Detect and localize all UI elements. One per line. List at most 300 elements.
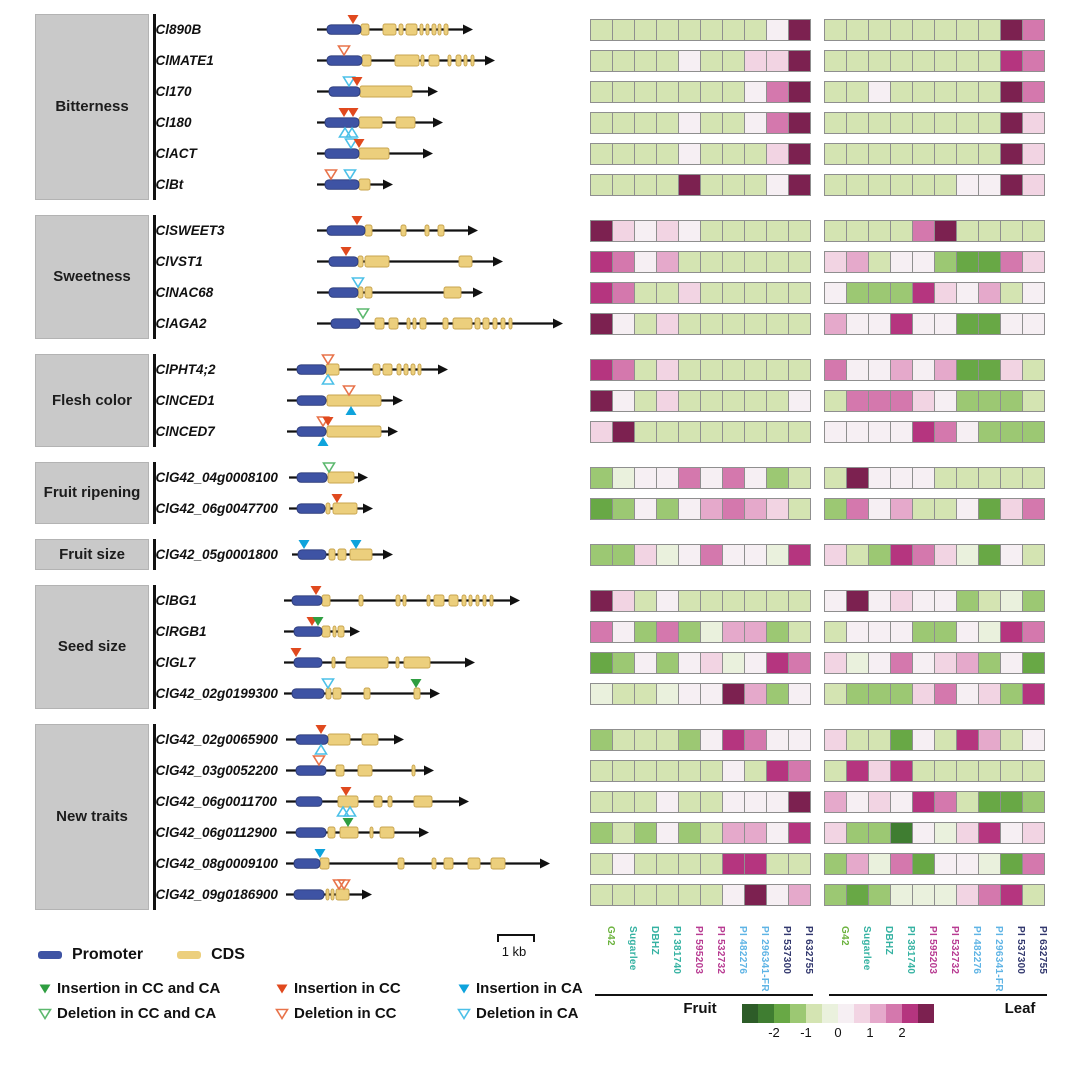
heatmap-cell: [678, 729, 701, 751]
heatmap-cell: [634, 621, 657, 643]
deletion-cc-marker-icon: [325, 170, 336, 179]
fruit-heatmap-row: [590, 652, 811, 674]
insertion-cc-marker-icon: [315, 725, 326, 734]
gene-structure: [268, 385, 590, 416]
gene-name-label: Cl170: [155, 84, 192, 99]
heatmap-cell: [1000, 282, 1023, 304]
gene-structure-diagram: [268, 416, 590, 447]
heatmap-cell: [700, 791, 723, 813]
heatmap-cell: [846, 590, 869, 612]
gene-name-label: ClG42_06g0112900: [155, 825, 277, 840]
heatmap-cell: [590, 220, 613, 242]
heatmap-cell: [722, 498, 745, 520]
gene-name-label: Cl890B: [155, 22, 202, 37]
heatmap-cell: [956, 390, 979, 412]
heatmap-cell: [656, 853, 679, 875]
heatmap-cell: [700, 50, 723, 72]
heatmap-cell: [744, 143, 767, 165]
heatmap-cell: [722, 853, 745, 875]
leaf-heatmap-row: [824, 853, 1045, 875]
heatmap-cell: [612, 282, 635, 304]
heatmap-cell: [590, 50, 613, 72]
heatmap-cell: [890, 498, 913, 520]
gene-name-label: ClMATE1: [155, 53, 214, 68]
heatmap-cell: [744, 729, 767, 751]
gene-rows: [156, 585, 1045, 709]
heatmap-cell: [978, 652, 1001, 674]
accession-label: PI 381740: [671, 926, 682, 975]
gene-structure-diagram: [268, 45, 590, 76]
heatmap-cell: [722, 590, 745, 612]
heatmap-cell: [744, 313, 767, 335]
heatmap-cell: [700, 884, 723, 906]
heatmap-cell: [590, 498, 613, 520]
gene-structure: [268, 755, 590, 786]
heatmap-cell: [766, 359, 789, 381]
heatmap-cell: [678, 251, 701, 273]
gene-row: [156, 107, 1045, 138]
heatmap-cell: [678, 498, 701, 520]
deletion-ca-marker-icon: [315, 745, 326, 754]
heatmap-cell: [868, 621, 891, 643]
leaf-heatmap-row: [824, 143, 1045, 165]
deletion-cc-legend-item: [275, 1005, 457, 1022]
heatmap-cell: [868, 467, 891, 489]
gene-structure-diagram: [268, 215, 590, 246]
heatmap-cell: [868, 652, 891, 674]
heatmap-cell: [612, 853, 635, 875]
heatmap-cell: [934, 359, 957, 381]
colorbar-segment: [838, 1004, 854, 1023]
accession-label: PI 595203: [693, 926, 704, 975]
heatmap-cell: [868, 544, 891, 566]
heatmap-cell: [766, 621, 789, 643]
heatmap-cell: [612, 467, 635, 489]
heatmap-cell: [890, 19, 913, 41]
gene-name-label: ClG42_02g0065900: [155, 732, 278, 747]
gene-row: [156, 724, 1045, 755]
heatmap-cell: [890, 467, 913, 489]
fruit-heatmap-row: [590, 359, 811, 381]
insertion-cc-ca-marker-icon: [410, 679, 421, 688]
heatmap-cell: [788, 590, 811, 612]
heatmap-cell: [978, 174, 1001, 196]
heatmap-cell: [1022, 652, 1045, 674]
heatmap-cell: [868, 174, 891, 196]
heatmap-cell: [612, 683, 635, 705]
heatmap-cell: [590, 729, 613, 751]
heatmap-cell: [700, 760, 723, 782]
heatmap-cell: [634, 19, 657, 41]
heatmap-cell: [912, 884, 935, 906]
gene-structure: [268, 277, 590, 308]
insertion-cc-marker-icon: [351, 77, 362, 86]
trait-category-box: [35, 462, 149, 524]
heatmap-cell: [766, 498, 789, 520]
gene-row: [156, 246, 1045, 277]
heatmap-cell: [744, 498, 767, 520]
gene-structure-diagram: [268, 14, 590, 45]
heatmap-cell: [934, 174, 957, 196]
heatmap-cell: [590, 112, 613, 134]
heatmap-cell: [634, 884, 657, 906]
heatmap-cell: [846, 853, 869, 875]
insertion-cc-marker-icon: [290, 648, 301, 657]
heatmap-cell: [890, 590, 913, 612]
heatmap-cell: [1022, 421, 1045, 443]
heatmap-cell: [912, 421, 935, 443]
heatmap-cell: [722, 359, 745, 381]
heatmap-cell: [634, 544, 657, 566]
fruit-heatmap-row: [590, 143, 811, 165]
heatmap-cell: [1000, 729, 1023, 751]
heatmap-cell: [700, 467, 723, 489]
heatmap-cell: [634, 853, 657, 875]
marker-legend-row: [38, 1001, 632, 1026]
heatmap-cell: [978, 791, 1001, 813]
heatmap-cell: [656, 729, 679, 751]
fruit-heatmap-row: [590, 81, 811, 103]
heatmap-cell: [846, 621, 869, 643]
gene-structure-diagram: [268, 817, 590, 848]
heatmap-cell: [612, 621, 635, 643]
heatmap-cell: [1000, 220, 1023, 242]
heatmap-cell: [824, 498, 847, 520]
colorbar-segment: [742, 1004, 758, 1023]
heatmap-cell: [634, 791, 657, 813]
gene-row: [156, 416, 1045, 447]
gene-row: [156, 14, 1045, 45]
gene-structure: [268, 45, 590, 76]
leaf-heatmap-row: [824, 822, 1045, 844]
heatmap-cell: [1000, 884, 1023, 906]
heatmap-cell: [824, 282, 847, 304]
heatmap-cell: [934, 313, 957, 335]
insertion-cc-marker-icon: [353, 139, 364, 148]
heatmap-cell: [744, 683, 767, 705]
heatmap-cell: [846, 50, 869, 72]
heatmap-cell: [846, 174, 869, 196]
heatmap-cell: [766, 729, 789, 751]
heatmap-cell: [744, 884, 767, 906]
gene-row: [156, 616, 1045, 647]
gene-structure-diagram: [268, 493, 590, 524]
heatmap-cell: [678, 19, 701, 41]
heatmap-cell: [788, 81, 811, 103]
heatmap-cell: [590, 19, 613, 41]
heatmap-cell: [788, 791, 811, 813]
heatmap-cell: [956, 19, 979, 41]
heatmap-cell: [722, 884, 745, 906]
heatmap-cell: [868, 143, 891, 165]
fruit-heatmap-row: [590, 760, 811, 782]
heatmap-cell: [956, 853, 979, 875]
heatmap-cell: [1022, 143, 1045, 165]
heatmap-cell: [934, 884, 957, 906]
gene-structure-diagram: [268, 246, 590, 277]
gene-structure: [268, 616, 590, 647]
gene-row: [156, 354, 1045, 385]
deletion-cc-icon: [275, 1008, 289, 1020]
heatmap-cell: [700, 359, 723, 381]
gene-name-label: ClG42_06g0011700: [155, 794, 277, 809]
gene-name-label: ClNCED7: [155, 424, 215, 439]
gene-structure: [268, 879, 590, 910]
heatmap-cell: [846, 729, 869, 751]
heatmap-cell: [722, 50, 745, 72]
heatmap-cell: [766, 467, 789, 489]
heatmap-cell: [722, 174, 745, 196]
leaf-heatmap-row: [824, 729, 1045, 751]
heatmap-cell: [678, 313, 701, 335]
heatmap-cell: [634, 282, 657, 304]
heatmap-cell: [824, 544, 847, 566]
gene-name-label: ClG42_05g0001800: [155, 547, 278, 562]
trait-category-box: [35, 724, 149, 910]
colorbar-segment: [870, 1004, 886, 1023]
heatmap-cell: [1000, 19, 1023, 41]
colorbar-segment: [790, 1004, 806, 1023]
heatmap-cell: [868, 683, 891, 705]
insertion-ca-legend-item: [457, 980, 632, 997]
heatmap-cell: [890, 390, 913, 412]
heatmap-cell: [700, 683, 723, 705]
heatmap-cell: [612, 81, 635, 103]
heatmap-cell: [590, 282, 613, 304]
heatmap-cell: [1000, 467, 1023, 489]
leaf-heatmap-row: [824, 220, 1045, 242]
heatmap-cell: [612, 822, 635, 844]
heatmap-cell: [912, 174, 935, 196]
heatmap-cell: [788, 884, 811, 906]
gene-structure-diagram: [268, 678, 590, 709]
heatmap-cell: [934, 50, 957, 72]
heatmap-cell: [956, 590, 979, 612]
trait-section: [35, 585, 1045, 709]
colorbar-segment: [854, 1004, 870, 1023]
gene-row: [156, 493, 1045, 524]
accession-label: PI 537300: [781, 926, 792, 975]
heatmap-cell: [824, 19, 847, 41]
heatmap-cell: [656, 822, 679, 844]
heatmap-cell: [634, 498, 657, 520]
heatmap-cell: [788, 112, 811, 134]
heatmap-cell: [722, 652, 745, 674]
heatmap-cell: [912, 359, 935, 381]
heatmap-cell: [956, 621, 979, 643]
leaf-heatmap-row: [824, 544, 1045, 566]
trait-section: [35, 724, 1045, 910]
gene-structure-diagram: [268, 354, 590, 385]
fruit-panel-label: Fruit: [683, 1000, 717, 1017]
insertion-cc-ca-legend-item: [38, 980, 275, 997]
heatmap-cell: [656, 498, 679, 520]
gene-structure-diagram: [268, 539, 590, 570]
heatmap-cell: [912, 621, 935, 643]
heatmap-cell: [846, 467, 869, 489]
heatmap-cell: [934, 421, 957, 443]
heatmap-cell: [722, 251, 745, 273]
heatmap-cell: [788, 359, 811, 381]
heatmap-cell: [678, 760, 701, 782]
gene-name-label: ClPHT4;2: [155, 362, 216, 377]
heatmap-cell: [1000, 313, 1023, 335]
structure-legend-row: [38, 942, 632, 968]
heatmap-cell: [678, 174, 701, 196]
trait-label: Bitterness: [55, 98, 129, 115]
heatmap-cell: [890, 621, 913, 643]
heatmap-cell: [912, 143, 935, 165]
heatmap-cell: [700, 174, 723, 196]
heatmap-cell: [978, 50, 1001, 72]
colorbar-tick: 2: [898, 1025, 906, 1040]
heatmap-cell: [846, 760, 869, 782]
colorbar-tick: 0: [834, 1025, 842, 1040]
heatmap-cell: [1000, 621, 1023, 643]
heatmap-cell: [956, 467, 979, 489]
gene-structure: [268, 107, 590, 138]
gene-structure-diagram: [268, 107, 590, 138]
heatmap-cell: [634, 729, 657, 751]
fruit-heatmap-row: [590, 791, 811, 813]
gene-name-label: ClAGA2: [155, 316, 207, 331]
heatmap-cell: [612, 112, 635, 134]
insertion-cc-marker-icon: [340, 247, 351, 256]
heatmap-cell: [1022, 359, 1045, 381]
deletion-cc-marker-icon: [338, 46, 349, 55]
heatmap-cell: [590, 791, 613, 813]
heatmap-cell: [890, 174, 913, 196]
accession-label: PI 632755: [1037, 926, 1048, 975]
trait-section: [35, 354, 1045, 447]
heatmap-cell: [978, 282, 1001, 304]
heatmap-cell: [722, 282, 745, 304]
insertion-cc-marker-icon: [331, 494, 342, 503]
fruit-heatmap-row: [590, 729, 811, 751]
heatmap-cell: [590, 467, 613, 489]
heatmap-cell: [978, 220, 1001, 242]
heatmap-cell: [700, 313, 723, 335]
heatmap-cell: [868, 220, 891, 242]
heatmap-cell: [824, 359, 847, 381]
fruit-heatmap-row: [590, 50, 811, 72]
gene-name-label: ClNCED1: [155, 393, 215, 408]
heatmap-cell: [634, 359, 657, 381]
heatmap-cell: [890, 421, 913, 443]
trait-label: Fruit ripening: [43, 484, 141, 501]
trait-section: [35, 462, 1045, 524]
heatmap-cell: [846, 652, 869, 674]
heatmap-cell: [590, 590, 613, 612]
heatmap-cell: [634, 822, 657, 844]
heatmap-cell: [590, 421, 613, 443]
heatmap-cell: [890, 544, 913, 566]
heatmap-cell: [788, 251, 811, 273]
heatmap-cell: [700, 421, 723, 443]
gene-structure-diagram: [268, 76, 590, 107]
gene-structure-diagram: [268, 169, 590, 200]
heatmap-cell: [846, 544, 869, 566]
heatmap-cell: [934, 19, 957, 41]
colorbar-segment: [806, 1004, 822, 1023]
heatmap-cell: [678, 791, 701, 813]
heatmap-cell: [612, 590, 635, 612]
leaf-panel-label: Leaf: [1004, 1000, 1036, 1017]
heatmap-cell: [1022, 50, 1045, 72]
heatmap-cell: [744, 390, 767, 412]
deletion-cc-ca-legend-item: [38, 1005, 275, 1022]
heatmap-cell: [700, 544, 723, 566]
fruit-heatmap-row: [590, 884, 811, 906]
gene-name-label: ClBG1: [155, 593, 197, 608]
heatmap-cell: [824, 390, 847, 412]
gene-rows: [156, 354, 1045, 447]
insertion-cc-marker-icon: [347, 108, 358, 117]
heatmap-cell: [656, 282, 679, 304]
heatmap-cell: [868, 590, 891, 612]
marker-legend-label: Deletion in CA: [476, 1005, 579, 1022]
gene-name-label: ClGL7: [155, 655, 196, 670]
insertion-cc-marker-icon: [347, 15, 358, 24]
heatmap-cell: [612, 544, 635, 566]
colorbar-segment: [902, 1004, 918, 1023]
heatmap-cell: [700, 498, 723, 520]
heatmap-cell: [766, 884, 789, 906]
heatmap-cell: [824, 467, 847, 489]
gene-row: [156, 755, 1045, 786]
heatmap-cell: [912, 390, 935, 412]
heatmap-cell: [1022, 822, 1045, 844]
heatmap-cell: [934, 853, 957, 875]
insertion-cc-icon: [275, 983, 289, 995]
heatmap-cell: [956, 251, 979, 273]
gene-structure: [268, 215, 590, 246]
heatmap-cell: [788, 143, 811, 165]
heatmap-cell: [700, 590, 723, 612]
heatmap-cell: [788, 652, 811, 674]
heatmap-cell: [612, 50, 635, 72]
heatmap-cell: [744, 652, 767, 674]
heatmap-cell: [1022, 544, 1045, 566]
heatmap-cell: [612, 359, 635, 381]
leaf-heatmap-row: [824, 313, 1045, 335]
marker-legend-label: Insertion in CC and CA: [57, 980, 221, 997]
heatmap-cell: [722, 467, 745, 489]
heatmap-cell: [678, 81, 701, 103]
marker-legend-row: [38, 976, 632, 1001]
heatmap-cell: [722, 683, 745, 705]
heatmap-cell: [700, 112, 723, 134]
deletion-cc-marker-icon: [343, 386, 354, 395]
heatmap-cell: [700, 143, 723, 165]
heatmap-cell: [722, 822, 745, 844]
gene-name-label: ClACT: [155, 146, 197, 161]
heatmap-cell: [722, 421, 745, 443]
heatmap-cell: [678, 143, 701, 165]
heatmap-cell: [678, 220, 701, 242]
heatmap-cell: [656, 791, 679, 813]
gene-structure: [268, 462, 590, 493]
gene-structure-diagram: [268, 585, 590, 616]
heatmap-cell: [934, 251, 957, 273]
heatmap-cell: [912, 50, 935, 72]
heatmap-cell: [868, 421, 891, 443]
heatmap-cell: [744, 760, 767, 782]
heatmap-cell: [744, 853, 767, 875]
leaf-panel-underline: [829, 994, 1047, 996]
colorbar-tick: 1: [866, 1025, 874, 1040]
heatmap-cell: [912, 853, 935, 875]
